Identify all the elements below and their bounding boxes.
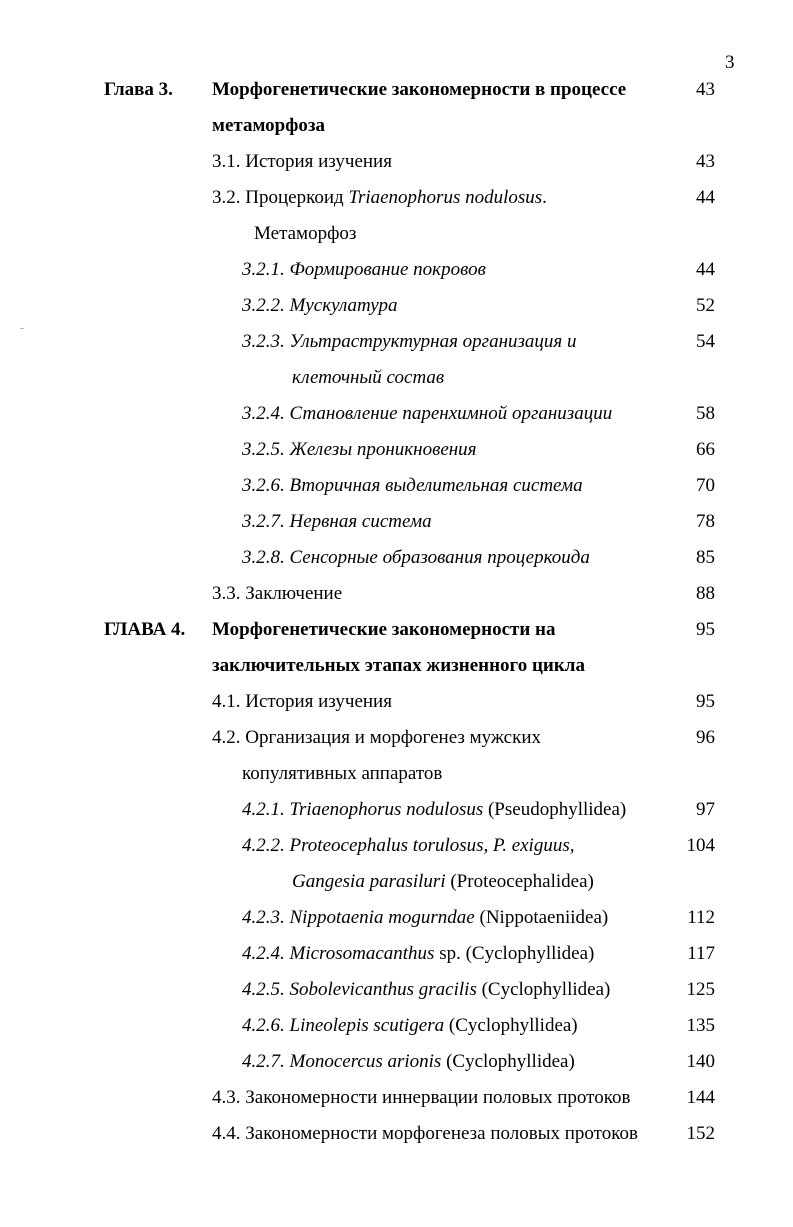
section-title bbox=[212, 187, 547, 209]
toc-subsection-4-2-3[interactable] bbox=[0, 907, 793, 943]
chapter-title: Морфогенетические закономерности на bbox=[212, 619, 556, 640]
subsection-num: 4.2.6. bbox=[242, 1015, 285, 1036]
page-ref: 44 bbox=[696, 259, 715, 280]
subsection-title: 3.2.6. Вторичная выделительная система bbox=[242, 475, 583, 496]
chapter-label: Глава 3. bbox=[104, 79, 173, 100]
chapter-title-cont: заключительных этапах жизненного цикла bbox=[212, 655, 585, 676]
species-name: Sobolevicanthus gracilis bbox=[289, 979, 477, 1000]
toc-subsection-3-2-5[interactable] bbox=[0, 439, 793, 475]
page-ref: 140 bbox=[686, 1051, 715, 1072]
page-ref: 125 bbox=[686, 979, 715, 1000]
section-suffix: . bbox=[542, 187, 547, 208]
subsection-num: 4.2.4. bbox=[242, 943, 285, 964]
species-name: Triaenophorus nodulosus bbox=[289, 799, 484, 820]
toc-subsection-3-2-6[interactable] bbox=[0, 475, 793, 511]
chapter-title-cont: метаморфоза bbox=[212, 115, 325, 136]
toc-subsection-3-2-2[interactable] bbox=[0, 295, 793, 331]
toc-subsection-4-2-4[interactable] bbox=[0, 943, 793, 979]
toc-subsection-3-2-3-cont bbox=[0, 367, 793, 403]
toc-section-3-2[interactable] bbox=[0, 187, 793, 223]
taxon-order: (Cyclophyllidea) bbox=[446, 1051, 575, 1072]
subsection-title bbox=[242, 943, 594, 965]
page-number: 3 bbox=[725, 52, 735, 73]
taxon-order: (Nippotaeniidea) bbox=[479, 907, 609, 928]
toc-chapter-3[interactable] bbox=[0, 79, 793, 115]
page-ref: 112 bbox=[687, 907, 715, 928]
page-ref: 44 bbox=[696, 187, 715, 208]
species-name: Microsomacanthus bbox=[289, 943, 435, 964]
page-ref: 117 bbox=[687, 943, 715, 964]
page-ref: 144 bbox=[686, 1087, 715, 1108]
subsection-title: 3.2.3. Ультраструктурная организация и bbox=[242, 331, 577, 352]
toc-chapter-4[interactable] bbox=[0, 619, 793, 655]
species-name: Nippotaenia mogurndae bbox=[289, 907, 475, 928]
taxon-order: (Pseudophyllidea) bbox=[487, 799, 627, 820]
page-ref: 78 bbox=[696, 511, 715, 532]
toc-subsection-3-2-4[interactable] bbox=[0, 403, 793, 439]
section-title-cont: копулятивных аппаратов bbox=[242, 763, 443, 784]
page-ref: 58 bbox=[696, 403, 715, 424]
section-title: 4.4. Закономерности морфогенеза половых протоков bbox=[212, 1123, 638, 1144]
page-ref: 54 bbox=[696, 331, 715, 352]
toc-section-4-2[interactable] bbox=[0, 727, 793, 763]
section-title: 3.1. История изучения bbox=[212, 151, 392, 172]
toc-chapter-4-cont bbox=[0, 655, 793, 691]
page-ref: 135 bbox=[686, 1015, 715, 1036]
subsection-title bbox=[242, 799, 626, 821]
toc-section-4-3[interactable] bbox=[0, 1087, 793, 1123]
toc-subsection-3-2-7[interactable] bbox=[0, 511, 793, 547]
subsection-num: 4.2.7. bbox=[242, 1051, 285, 1072]
section-title: 4.1. История изучения bbox=[212, 691, 392, 712]
subsection-title: 3.2.2. Мускулатура bbox=[242, 295, 398, 316]
page-ref: 104 bbox=[686, 835, 715, 856]
page-ref: 95 bbox=[696, 691, 715, 712]
species-name: Proteocephalus torulosus, P. exiguus, bbox=[289, 835, 575, 856]
page-ref: 43 bbox=[696, 151, 715, 172]
taxon-order: (Cyclophyllidea) bbox=[481, 979, 611, 1000]
section-title-cont: Метаморфоз bbox=[254, 223, 357, 244]
subsection-title-cont: клеточный состав bbox=[292, 367, 445, 388]
toc-section-3-3[interactable] bbox=[0, 583, 793, 619]
section-title: 3.3. Заключение bbox=[212, 583, 343, 604]
toc-chapter-3-cont bbox=[0, 115, 793, 151]
toc-subsection-4-2-5[interactable] bbox=[0, 979, 793, 1015]
species-extra: sp. bbox=[439, 943, 461, 964]
subsection-title bbox=[242, 835, 574, 857]
subsection-title-cont bbox=[292, 871, 594, 893]
subsection-num: 4.2.5. bbox=[242, 979, 285, 1000]
toc-subsection-3-2-3[interactable] bbox=[0, 331, 793, 367]
taxon-order: (Cyclophyllidea) bbox=[448, 1015, 578, 1036]
subsection-title bbox=[242, 1051, 575, 1073]
subsection-num: 4.2.3. bbox=[242, 907, 285, 928]
section-title: 4.2. Организация и морфогенез мужских bbox=[212, 727, 542, 748]
page-ref: 88 bbox=[696, 583, 715, 604]
toc-section-3-1[interactable] bbox=[0, 151, 793, 187]
subsection-title: 3.2.8. Сенсорные образования процеркоида bbox=[242, 547, 590, 568]
toc-subsection-4-2-2[interactable] bbox=[0, 835, 793, 871]
page-ref: 85 bbox=[696, 547, 715, 568]
toc-subsection-4-2-6[interactable] bbox=[0, 1015, 793, 1051]
subsection-num: 4.2.1. bbox=[242, 799, 285, 820]
species-name: Triaenophorus nodulosus bbox=[348, 187, 543, 208]
chapter-label: ГЛАВА 4. bbox=[104, 619, 186, 640]
toc-subsection-3-2-8[interactable] bbox=[0, 547, 793, 583]
taxon-order: (Cyclophyllidea) bbox=[465, 943, 595, 964]
page-ref: 95 bbox=[696, 619, 715, 640]
species-name: Gangesia parasiluri bbox=[292, 871, 446, 892]
subsection-title: 3.2.7. Нервная система bbox=[242, 511, 432, 532]
subsection-title bbox=[242, 907, 608, 929]
page-ref: 70 bbox=[696, 475, 715, 496]
taxon-order: (Proteocephalidea) bbox=[450, 871, 594, 892]
toc-subsection-3-2-1[interactable] bbox=[0, 259, 793, 295]
chapter-title: Морфогенетические закономерности в процессе bbox=[212, 79, 627, 100]
page-ref: 52 bbox=[696, 295, 715, 316]
page-ref: 152 bbox=[686, 1123, 715, 1144]
section-prefix: 3.2. Процеркоид bbox=[212, 187, 349, 208]
subsection-num: 4.2.2. bbox=[242, 835, 285, 856]
subsection-title: 3.2.5. Железы проникновения bbox=[242, 439, 477, 460]
section-title: 4.3. Закономерности иннервации половых протоков bbox=[212, 1087, 631, 1108]
toc-section-4-4[interactable] bbox=[0, 1123, 793, 1159]
page-ref: 66 bbox=[696, 439, 715, 460]
toc-subsection-4-2-2-cont bbox=[0, 871, 793, 907]
subsection-title bbox=[242, 1015, 578, 1037]
subsection-title: 3.2.4. Становление паренхимной организации bbox=[242, 403, 613, 424]
species-name: Lineolepis scutigera bbox=[289, 1015, 445, 1036]
page-ref: 43 bbox=[696, 79, 715, 100]
page-ref: 96 bbox=[696, 727, 715, 748]
toc-section-3-2-cont bbox=[0, 223, 793, 259]
toc-subsection-4-2-7[interactable] bbox=[0, 1051, 793, 1087]
toc-section-4-2-cont bbox=[0, 763, 793, 799]
species-name: Monocercus arionis bbox=[289, 1051, 442, 1072]
page-ref: 97 bbox=[696, 799, 715, 820]
subsection-title bbox=[242, 979, 610, 1001]
toc-subsection-4-2-1[interactable] bbox=[0, 799, 793, 835]
subsection-title: 3.2.1. Формирование покровов bbox=[242, 259, 486, 280]
toc-section-4-1[interactable] bbox=[0, 691, 793, 727]
